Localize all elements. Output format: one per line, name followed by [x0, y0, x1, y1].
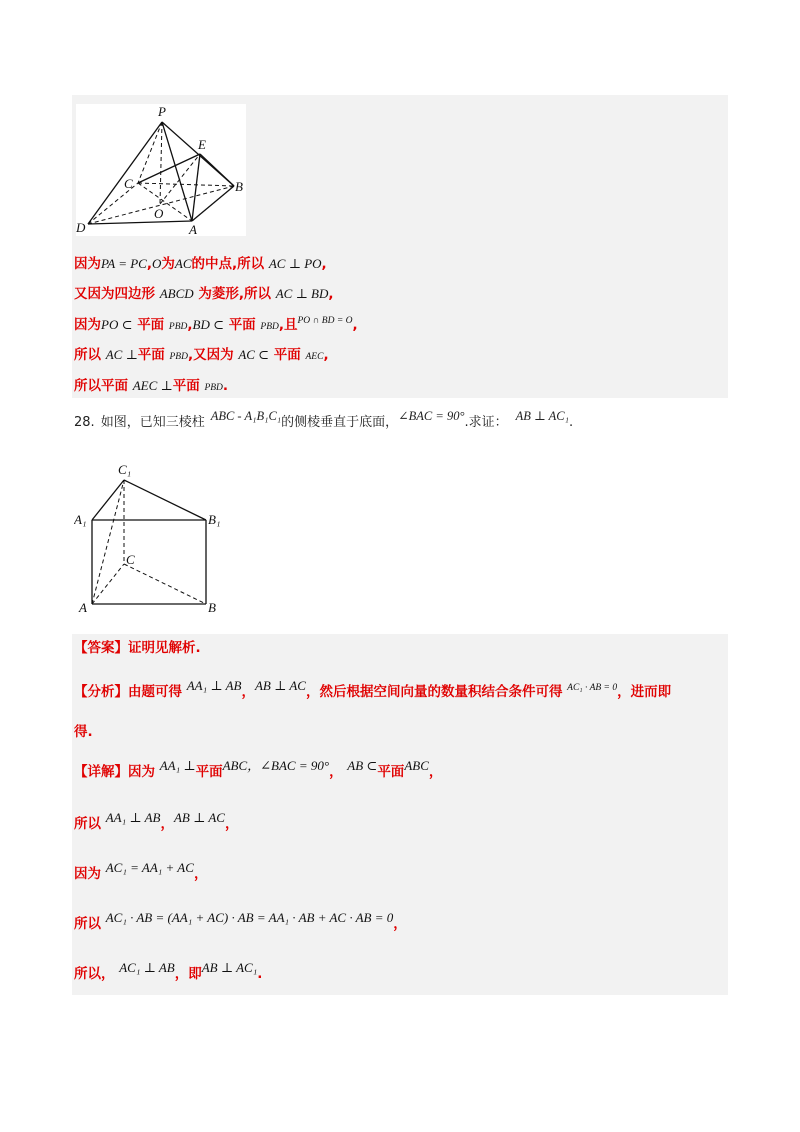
detail-line-5: 所以， AC₁ ⊥ AB，即AB ⊥ AC₁. [74, 960, 263, 982]
prism-figure [74, 460, 234, 618]
vertex-label-e: E [198, 137, 206, 152]
solution-a-line-3: 因为PO ⊂ 平面 PBD,BD ⊂ 平面 PBD,且$^{PO \cap BD = O}$, [74, 316, 358, 333]
vertex-label-b1: B₁ [208, 512, 221, 527]
detail-line-2: 所以 AA₁ ⊥ AB，AB ⊥ AC， [74, 810, 239, 832]
analysis-line-2: 得. [74, 724, 93, 740]
vertex-label-a: A [79, 600, 87, 615]
solution-a-line-1: 因为PA = PC,O为AC的中点,所以 AC ⊥ PO, [74, 256, 327, 272]
solution-a-line-4: 所以 AC ⊥平面 PBD,又因为 AC ⊂ 平面 AEC, [74, 347, 329, 363]
detail-line-4: 所以 AC₁ · AB = (AA₁ + AC) · AB = AA₁ · AB + AC · AB = 0， [74, 910, 407, 932]
pyramid-figure [76, 104, 246, 236]
vertex-label-c1: C₁ [118, 462, 132, 477]
question-28: 28. 如图，已知三棱柱 ABC - A₁B₁C₁的侧棱垂直于底面，∠BAC = 90°.求证： AB ⊥ AC₁. [74, 409, 574, 430]
vertex-label-o: O [154, 206, 164, 221]
solution-a-line-2: 又因为四边形 ABCD 为菱形,所以 AC ⊥ BD, [74, 286, 334, 302]
vertex-label-b: B [235, 179, 243, 194]
vertex-label-a1: A₁ [74, 512, 87, 527]
solution-a-line-5: 所以平面 AEC ⊥平面 PBD. [74, 378, 229, 394]
vertex-label-d: D [76, 220, 86, 235]
detail-line-1: 【详解】因为 AA₁ ⊥平面ABC，∠BAC = 90°， AB ⊂平面ABC， [74, 758, 443, 780]
vertex-label-a: A [189, 222, 197, 236]
vertex-label-c: C [124, 176, 133, 191]
vertex-label-p: P [158, 104, 166, 119]
vertex-label-b: B [208, 600, 216, 615]
vertex-label-c: C [126, 552, 135, 567]
analysis-line-1: 【分析】由题可得 AA₁ ⊥ AB，AB ⊥ AC，然后根据空间向量的数量积结合条件可得 $^{AC_1 \cdot AB = 0}$，进而即 [74, 678, 672, 700]
detail-line-3: 因为 AC₁ = AA₁ + AC， [74, 860, 208, 882]
answer-line: 【答案】证明见解析. [74, 640, 201, 656]
